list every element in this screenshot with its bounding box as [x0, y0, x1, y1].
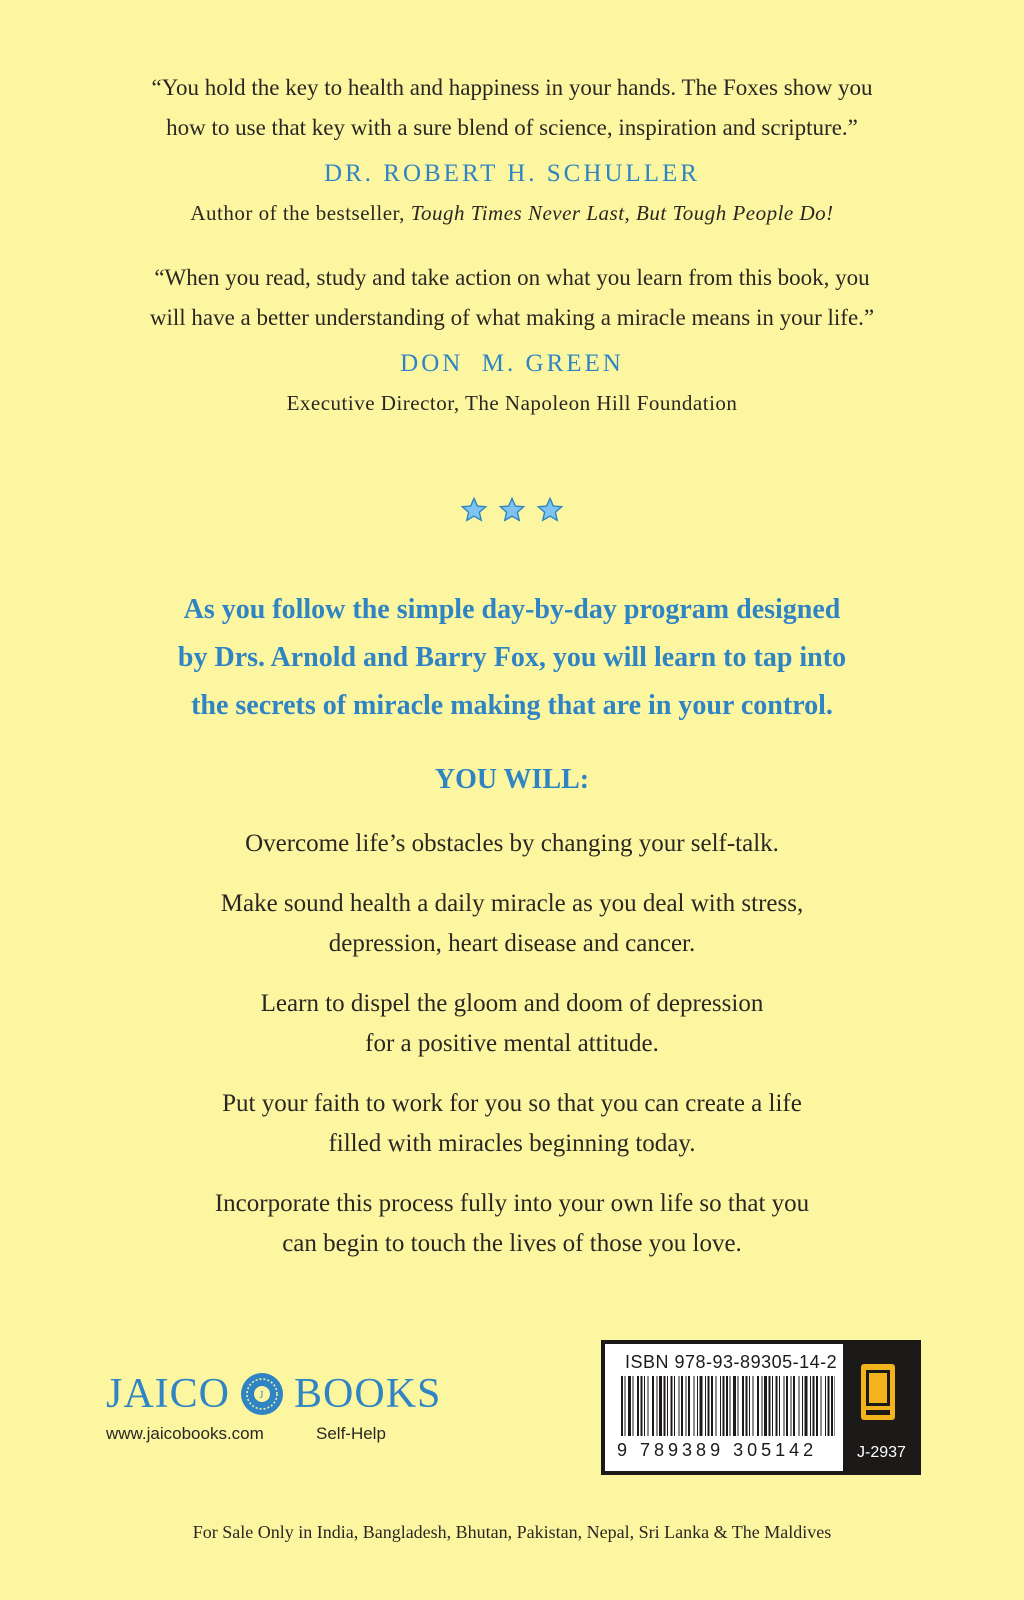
benefit-5-line-1: Incorporate this process fully into your own life so that you: [214, 1190, 810, 1217]
benefit-1: [0, 824, 1024, 864]
sale-notice: For Sale Only in India, Bangladesh, Bhutan, Pakistan, Nepal, Sri Lanka & The Maldives: [192, 1522, 832, 1542]
quote-1-line-2: how to use that key with a sure blend of science, inspiration and scripture.”: [166, 115, 858, 140]
barcode-bar: [659, 1376, 662, 1436]
barcode-bar: [753, 1376, 754, 1436]
catalog-code: J-2937: [857, 1444, 906, 1461]
lead-paragraph: [0, 586, 1024, 730]
barcode-bar: [772, 1376, 773, 1436]
barcode-bar: [694, 1376, 695, 1436]
barcode-bar: [705, 1376, 706, 1436]
barcode-bar: [674, 1376, 675, 1436]
barcode-panel: [601, 1340, 921, 1475]
barcode-bar: [633, 1376, 634, 1436]
barcode-bar: [681, 1376, 683, 1436]
lead-line-3: the secrets of miracle making that are in your control.: [191, 690, 833, 721]
barcode-bars: [621, 1376, 835, 1436]
quote-1-line-1: “You hold the key to health and happiness in your hands. The Foxes show you: [151, 75, 873, 100]
barcode-bar: [742, 1376, 744, 1436]
quote-2-author: DON M. GREEN: [400, 350, 624, 377]
barcode-bar: [828, 1376, 830, 1436]
publisher-name-left: JAICO: [106, 1371, 231, 1417]
barcode-bar: [720, 1376, 721, 1436]
barcode-bar: [621, 1376, 623, 1436]
benefit-5-line-2: can begin to touch the lives of those you love.: [282, 1230, 742, 1257]
barcode-bar: [652, 1376, 654, 1436]
barcode-bar: [679, 1376, 680, 1436]
barcode-bar: [802, 1376, 803, 1436]
star-ornament: [0, 496, 1024, 524]
quote-2-title-prefix: Executive Director, The Napoleon Hill Foundation: [286, 391, 738, 415]
benefit-2: [0, 884, 1024, 964]
barcode-bar: [793, 1376, 795, 1436]
lead-line-1: As you follow the simple day-by-day program designed: [183, 594, 841, 625]
quote-1: [0, 68, 1024, 148]
quote-1-author: DR. ROBERT H. SCHULLER: [324, 160, 700, 187]
barcode-bar: [730, 1376, 731, 1436]
barcode-bar: [625, 1376, 626, 1436]
benefit-3: [0, 984, 1024, 1064]
benefit-1-line-1: Overcome life’s obstacles by changing your self-talk.: [245, 830, 779, 857]
quote-2-line-1: “When you read, study and take action on what you learn from this book, you: [154, 265, 870, 290]
barcode-bar: [637, 1376, 639, 1436]
barcode-bar: [628, 1376, 631, 1436]
lead-line-2: by Drs. Arnold and Barry Fox, you will learn to tap into: [177, 642, 847, 673]
barcode-bar: [708, 1376, 710, 1436]
star-icon: [536, 496, 564, 524]
publisher-name-right: BOOKS: [294, 1371, 442, 1417]
barcode-bar: [757, 1376, 759, 1436]
barcode-bar: [723, 1376, 725, 1436]
barcode-bar: [816, 1376, 818, 1436]
barcode-bar: [749, 1376, 750, 1436]
barcode-bar: [738, 1376, 739, 1436]
barcode-bar: [799, 1376, 800, 1436]
barcode-bar: [726, 1376, 728, 1436]
barcode-bar: [664, 1376, 666, 1436]
star-icon: [460, 496, 488, 524]
barcode-bar: [776, 1376, 778, 1436]
barcode-label: [605, 1344, 843, 1471]
quote-2-author-title: [0, 386, 1024, 420]
barcode-bar: [835, 1376, 836, 1436]
barcode-bar: [641, 1376, 643, 1436]
barcode-bar: [813, 1376, 815, 1436]
benefit-4-line-1: Put your faith to work for you so that you can create a life: [222, 1090, 802, 1117]
benefit-4-line-2: filled with miracles beginning today.: [328, 1130, 696, 1157]
you-will-heading: YOU WILL:: [434, 764, 590, 795]
benefit-5: [0, 1184, 1024, 1264]
star-icon: [498, 496, 526, 524]
benefit-3-line-1: Learn to dispel the gloom and doom of depression: [260, 990, 764, 1017]
isbn-text: ISBN 978-93-89305-14-2: [625, 1352, 838, 1372]
barcode-digits: 9 789389 305142: [617, 1440, 818, 1460]
quote-2: [0, 258, 1024, 338]
barcode-bar: [779, 1376, 780, 1436]
barcode-bar: [667, 1376, 668, 1436]
benefit-4: [0, 1084, 1024, 1164]
benefit-2-line-2: depression, heart disease and cancer.: [328, 930, 696, 957]
barcode-bar: [762, 1376, 763, 1436]
quote-1-author-title: [0, 196, 1024, 230]
barcode-bar: [700, 1376, 703, 1436]
svg-text:J: J: [259, 1390, 265, 1401]
barcode-bar: [810, 1376, 811, 1436]
barcode-bar: [711, 1376, 713, 1436]
benefit-2-line-1: Make sound health a daily miracle as you deal with stress,: [220, 890, 804, 917]
barcode-bar: [791, 1376, 792, 1436]
benefit-3-line-2: for a positive mental attitude.: [365, 1030, 659, 1057]
quote-1-book-title: Tough Times Never Last, But Tough People Do!: [410, 201, 834, 225]
barcode-bar: [716, 1376, 717, 1436]
barcode-bar: [671, 1376, 673, 1436]
ebook-available-icon: [859, 1362, 897, 1422]
publisher-logo: [106, 1370, 441, 1418]
barcode-bar: [764, 1376, 767, 1436]
publisher-url: www.jaicobooks.com: [106, 1424, 264, 1443]
barcode-bar: [697, 1376, 698, 1436]
quote-2-line-2: will have a better understanding of what making a miracle means in your life.”: [149, 305, 875, 330]
barcode-bar: [821, 1376, 822, 1436]
barcode-bar: [786, 1376, 788, 1436]
barcode-bar: [825, 1376, 826, 1436]
quote-1-title-prefix: Author of the bestseller,: [190, 201, 411, 225]
barcode-bar: [644, 1376, 645, 1436]
barcode-bar: [831, 1376, 833, 1436]
barcode-bar: [746, 1376, 748, 1436]
barcode-bar: [784, 1376, 785, 1436]
sun-seal-icon: [240, 1372, 284, 1416]
barcode-bar: [733, 1376, 736, 1436]
barcode-bar: [648, 1376, 649, 1436]
barcode-bar: [805, 1376, 808, 1436]
barcode-bar: [686, 1376, 687, 1436]
book-category: Self-Help: [316, 1424, 386, 1443]
barcode-bar: [657, 1376, 658, 1436]
barcode-bar: [688, 1376, 690, 1436]
barcode-bar: [769, 1376, 771, 1436]
